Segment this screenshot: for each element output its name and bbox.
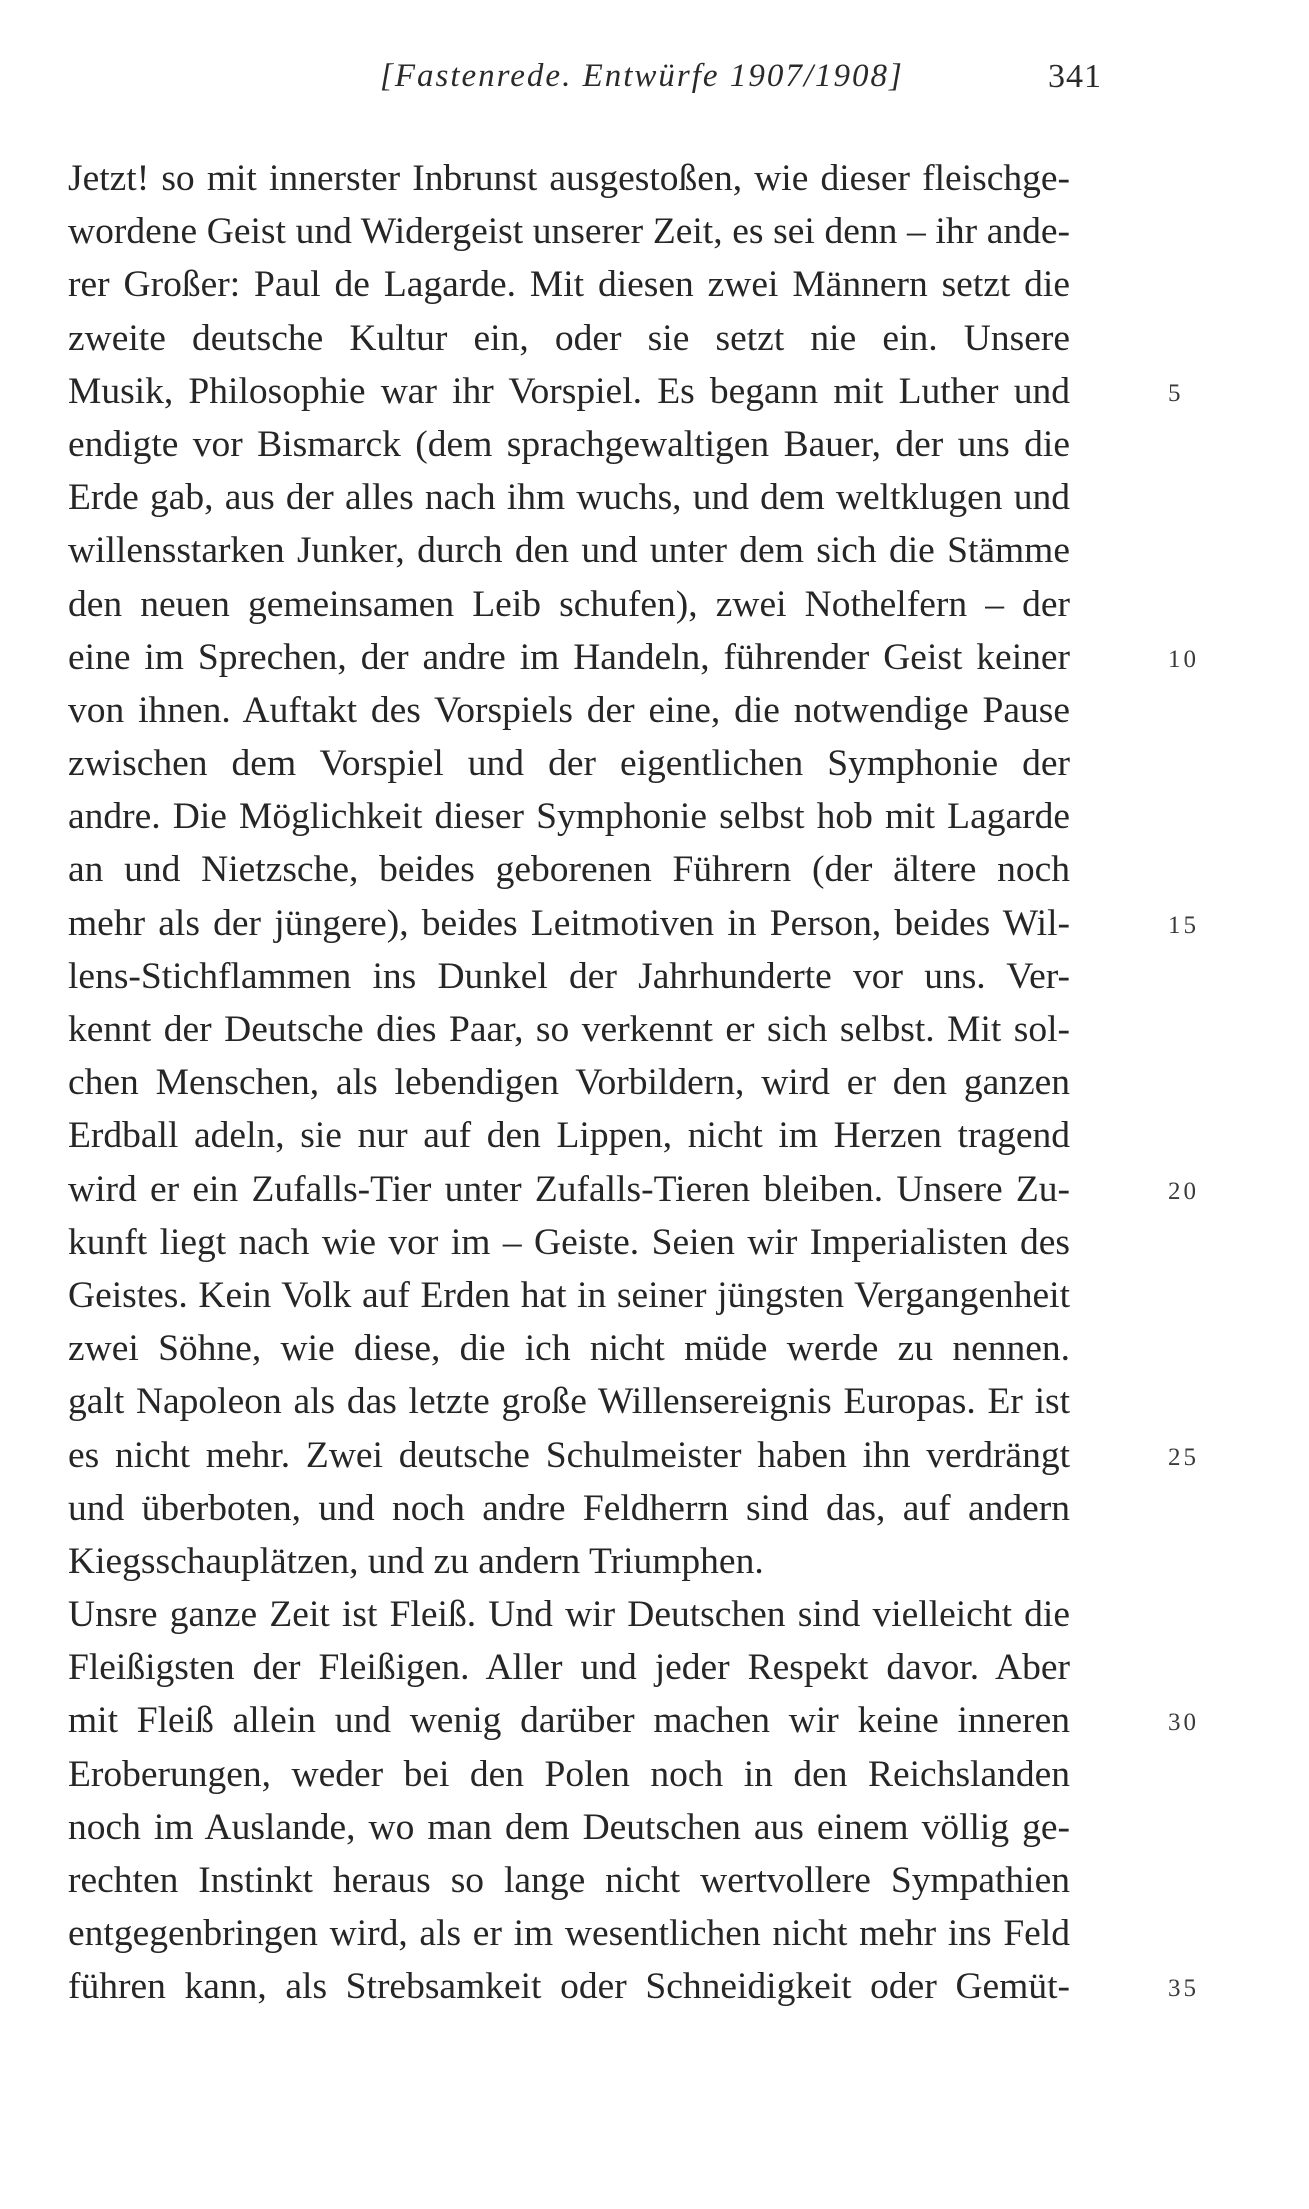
line-number: 20: [1168, 1177, 1199, 1205]
line-number: 30: [1168, 1709, 1199, 1737]
text-line-content: es nicht mehr. Zwei deutsche Schulmeister haben ihn verdrängt: [68, 1434, 1070, 1476]
text-line: [68, 1748, 1136, 1801]
body-text: [68, 152, 1199, 2014]
text-line-content: Musik, Philosophie war ihr Vorspiel. Es begann mit Luther und: [68, 370, 1070, 412]
text-line-content: zwischen dem Vorspiel und der eigentlichen Symphonie der: [68, 743, 1070, 785]
text-line: [68, 1641, 1136, 1694]
text-line-content: Eroberungen, weder bei den Polen noch in den Reichslanden: [68, 1753, 1070, 1795]
text-line-content: Jetzt! so mit innerster Inbrunst ausgestoßen, wie dieser fleischge-: [68, 158, 1070, 199]
text-line-content: Fleißigsten der Fleißigen. Aller und jeder Respekt davor. Aber: [68, 1647, 1070, 1689]
text-line: [68, 950, 1136, 1003]
text-line-content: an und Nietzsche, beides geborenen Führern (der ältere noch: [68, 849, 1070, 891]
text-line: [68, 258, 1136, 311]
text-line-content: andre. Die Möglichkeit dieser Symphonie selbst hob mit Lagarde: [68, 796, 1070, 838]
text-line-content: kennt der Deutsche dies Paar, so verkennt er sich selbst. Mit sol-: [68, 1009, 1070, 1050]
text-line-content: chen Menschen, als lebendigen Vorbildern, wird er den ganzen: [68, 1062, 1070, 1104]
text-line-content: den neuen gemeinsamen Leib schufen), zwei Nothelfern – der: [68, 583, 1070, 625]
text-line-content: Unsre ganze Zeit ist Fleiß. Und wir Deutschen sind vielleicht die: [68, 1594, 1070, 1636]
text-line: [68, 152, 1136, 205]
text-line: [68, 790, 1136, 843]
line-number: 10: [1168, 645, 1199, 673]
text-line-content: Geistes. Kein Volk auf Erden hat in seiner jüngsten Vergangenheit: [68, 1274, 1070, 1316]
text-line: [68, 1109, 1136, 1162]
text-line-content: von ihnen. Auftakt des Vorspiels der eine, die notwendige Pause: [68, 689, 1070, 731]
text-line: [68, 1588, 1136, 1641]
page-number: 341: [1048, 58, 1102, 95]
text-line: [68, 1907, 1136, 1960]
text-line-content: galt Napoleon als das letzte große Willensereignis Europas. Er ist: [68, 1381, 1070, 1423]
text-line-content: und überboten, und noch andre Feldherrn sind das, auf andern: [68, 1487, 1070, 1529]
text-line-content: endigte vor Bismarck (dem sprachgewaltigen Bauer, der uns die: [68, 423, 1070, 465]
text-line: [68, 1429, 1199, 1482]
text-line: [68, 1960, 1199, 2013]
text-line: [68, 1216, 1136, 1269]
text-line-content: lens-Stichflammen ins Dunkel der Jahrhunderte vor uns. Ver-: [68, 955, 1070, 997]
text-line: [68, 684, 1136, 737]
text-line-content: kunft liegt nach wie vor im – Geiste. Seien wir Imperialisten des: [68, 1221, 1070, 1263]
text-line: [68, 843, 1136, 896]
text-line-content: Kiegsschauplätzen, und zu andern Triumphen.: [68, 1540, 764, 1582]
text-line: [68, 737, 1136, 790]
text-line: [68, 631, 1199, 684]
text-line-content: entgegenbringen wird, als er im wesentlichen nicht mehr ins Feld: [68, 1913, 1070, 1955]
text-line-content: wird er ein Zufalls-Tier unter Zufalls-Tieren bleiben. Unsere Zu-: [68, 1168, 1070, 1210]
text-line-content: rer Großer: Paul de Lagarde. Mit diesen zwei Männern setzt die: [68, 264, 1070, 306]
text-line: [68, 1854, 1136, 1907]
line-number: 35: [1168, 1975, 1199, 2003]
text-line-content: zwei Söhne, wie diese, die ich nicht müde werde zu nennen.: [68, 1328, 1070, 1370]
text-line-content: eine im Sprechen, der andre im Handeln, führender Geist keiner: [68, 636, 1070, 678]
text-line: [68, 205, 1136, 258]
text-line: [68, 1056, 1136, 1109]
line-number: 25: [1168, 1443, 1199, 1471]
text-line: [68, 578, 1136, 631]
text-line: [68, 365, 1184, 418]
text-line-content: rechten Instinkt heraus so lange nicht wertvollere Sympathien: [68, 1860, 1070, 1901]
text-line: [68, 1375, 1136, 1428]
text-line-content: wordene Geist und Widergeist unserer Zeit, es sei denn – ihr ande-: [68, 211, 1070, 253]
text-line: [68, 1535, 1136, 1588]
text-line: [68, 471, 1136, 524]
text-line: [68, 1694, 1199, 1747]
text-line: [68, 1482, 1136, 1535]
text-line-content: führen kann, als Strebsamkeit oder Schneidigkeit oder Gemüt-: [68, 1966, 1070, 2008]
text-line-content: Erde gab, aus der alles nach ihm wuchs, und dem weltklugen und: [68, 477, 1070, 519]
text-line: [68, 1003, 1136, 1056]
text-line-content: mehr als der jüngere), beides Leitmotiven in Person, beides Wil-: [68, 902, 1070, 944]
text-line-content: Erdball adeln, sie nur auf den Lippen, nicht im Herzen tragend: [68, 1115, 1070, 1157]
text-line-content: zweite deutsche Kultur ein, oder sie setzt nie ein. Unsere: [68, 317, 1070, 359]
running-head: [Fastenrede. Entwürfe 1907/1908]: [380, 58, 904, 94]
line-number: 5: [1168, 379, 1184, 407]
text-line: [68, 418, 1136, 471]
text-line: [68, 897, 1199, 950]
text-line: [68, 1163, 1199, 1216]
text-line: [68, 524, 1136, 577]
text-line: [68, 1801, 1136, 1854]
text-line: [68, 1322, 1136, 1375]
text-line: [68, 1269, 1136, 1322]
text-line: [68, 312, 1136, 365]
text-line-content: mit Fleiß allein und wenig darüber machen wir keine inneren: [68, 1700, 1070, 1742]
line-number: 15: [1168, 911, 1199, 939]
text-line-content: willensstarken Junker, durch den und unter dem sich die Stämme: [68, 530, 1070, 572]
text-line-content: noch im Auslande, wo man dem Deutschen aus einem völlig ge-: [68, 1806, 1070, 1848]
